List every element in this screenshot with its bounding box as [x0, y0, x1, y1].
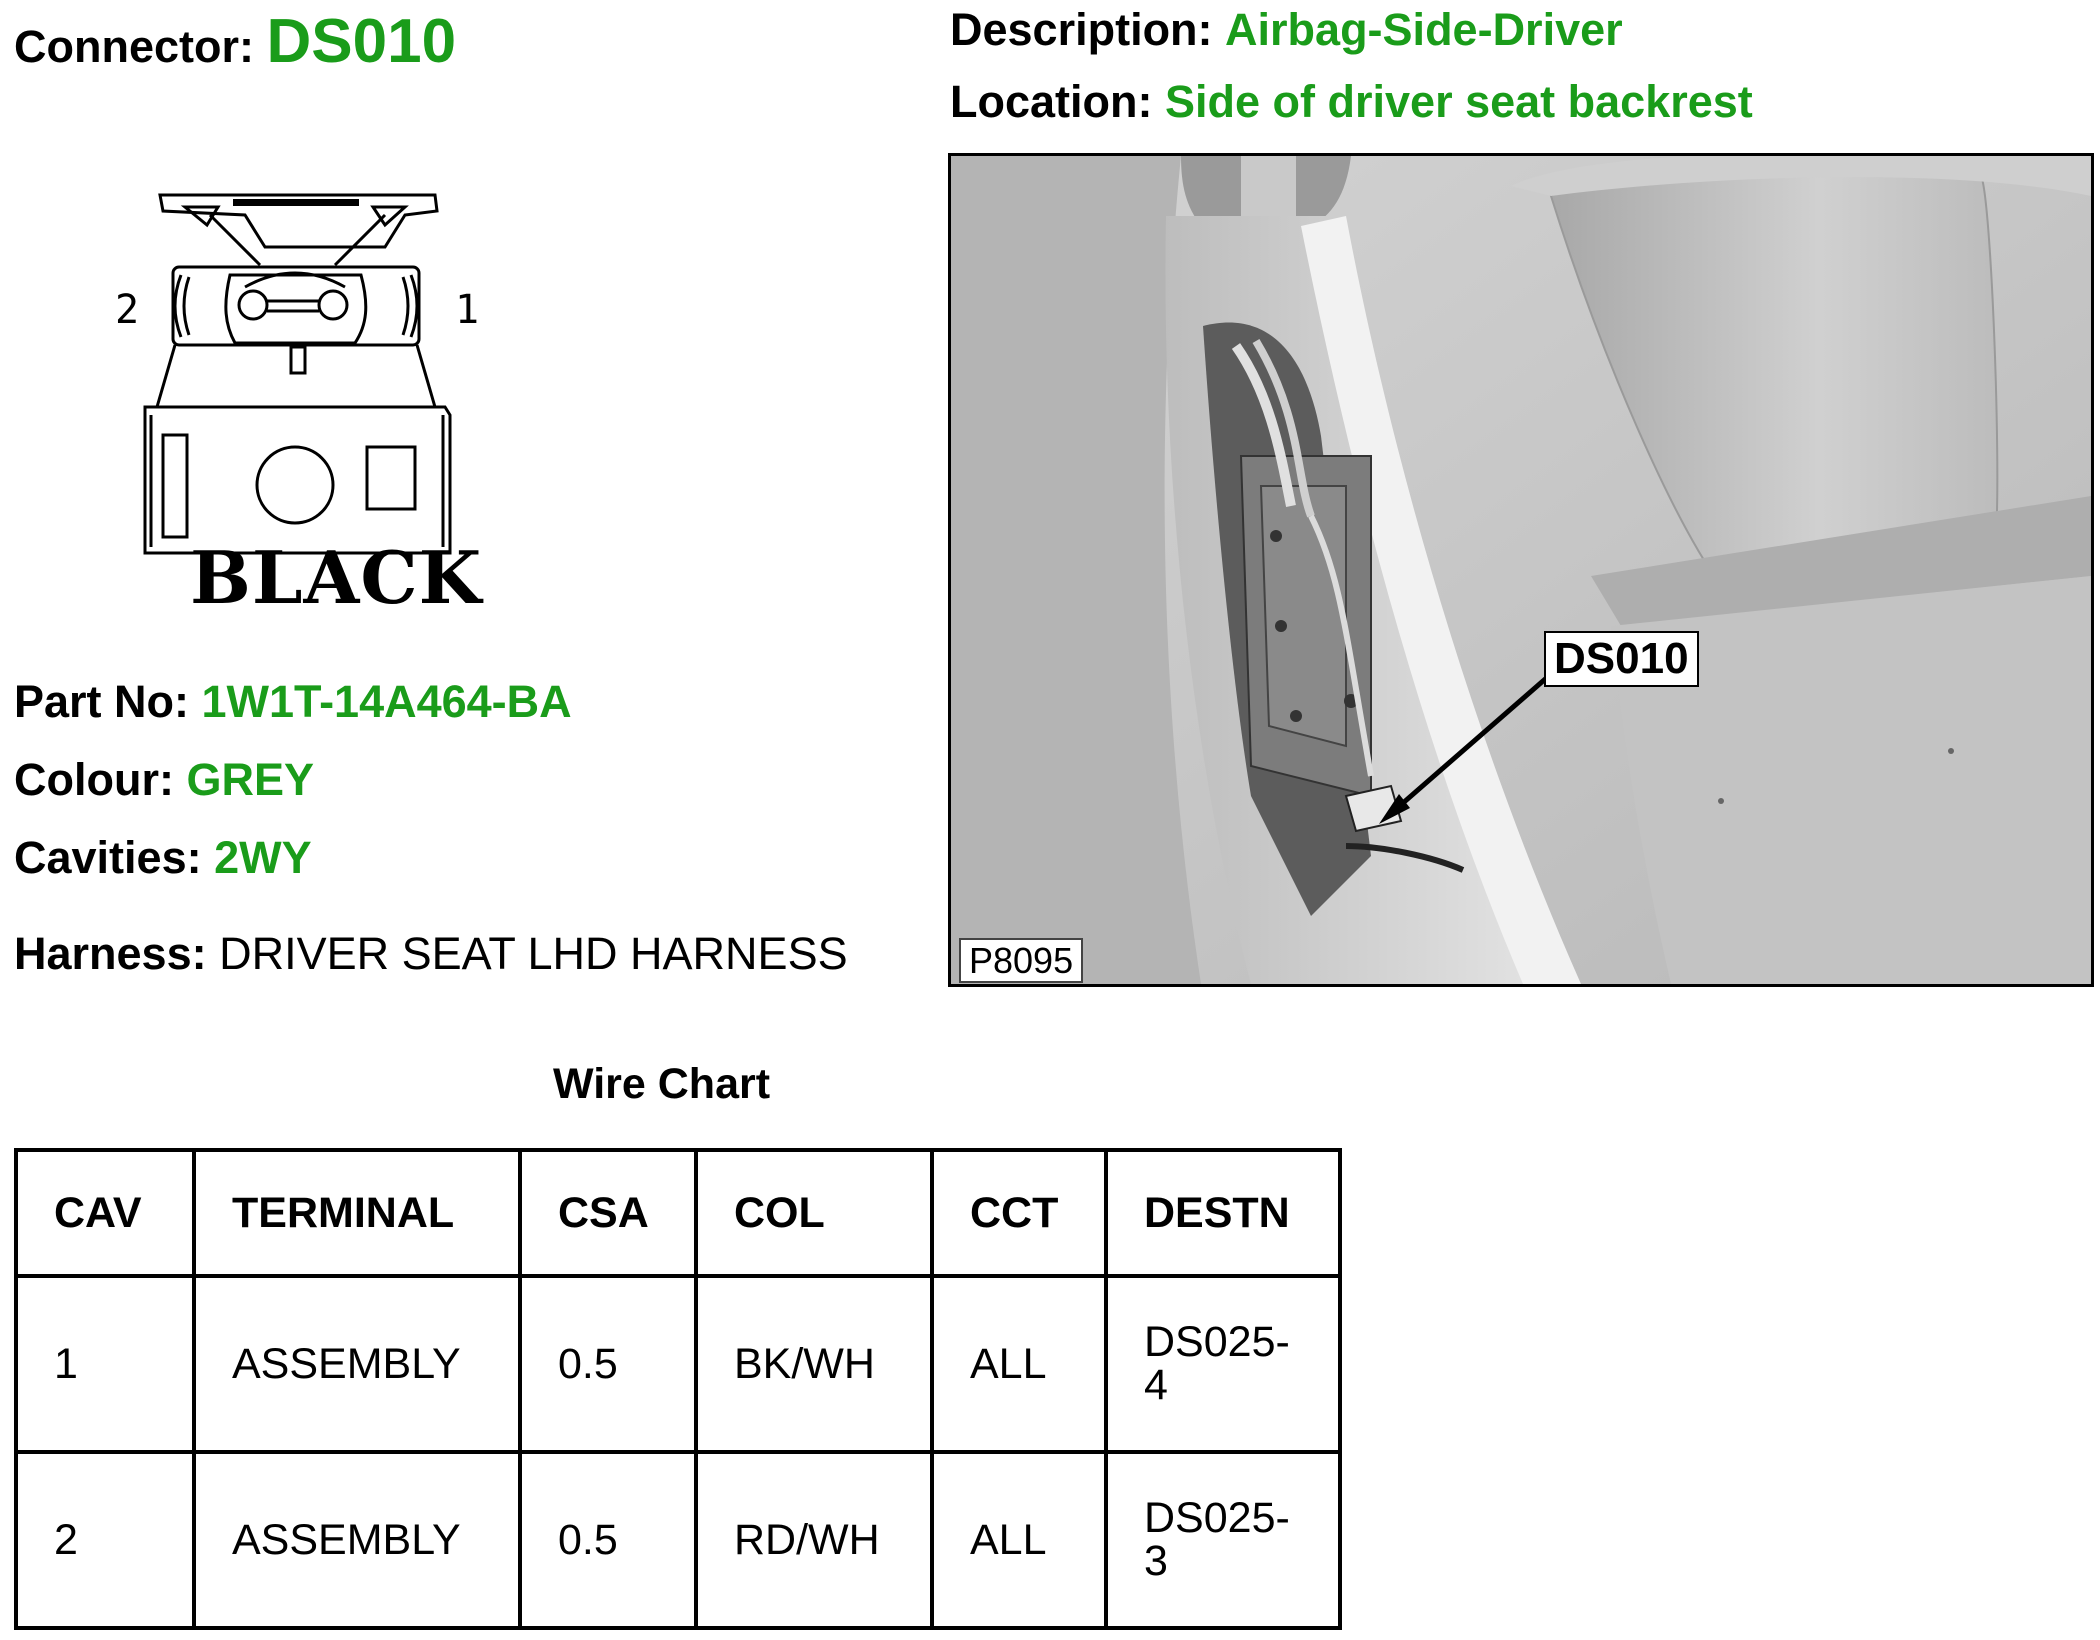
part-no-label: Part No: — [14, 676, 190, 727]
destn-line-2: 4 — [1144, 1361, 1168, 1409]
location-value: Side of driver seat backrest — [1165, 76, 1753, 127]
colour-value: GREY — [186, 754, 315, 805]
destn-line-1: DS025- — [1144, 1494, 1290, 1542]
cell-csa: 0.5 — [520, 1276, 696, 1452]
table-row — [16, 1276, 1340, 1452]
harness-value: DRIVER SEAT LHD HARNESS — [219, 928, 848, 979]
destn-line-1: DS025- — [1144, 1318, 1290, 1366]
column-header-csa: CSA — [520, 1150, 696, 1276]
cell-destn — [1106, 1276, 1340, 1452]
cell-cct: ALL — [932, 1452, 1106, 1628]
description-value: Airbag-Side-Driver — [1225, 4, 1623, 55]
wire-chart-title: Wire Chart — [553, 1060, 771, 1108]
cell-col: RD/WH — [696, 1452, 932, 1628]
location-field — [950, 76, 1753, 128]
colour-label: Colour: — [14, 754, 174, 805]
connector-label: Connector: — [14, 21, 254, 72]
cavity-label-1: 1 — [455, 287, 480, 333]
table-header-row — [16, 1150, 1340, 1276]
cavities-label: Cavities: — [14, 832, 202, 883]
harness-label: Harness: — [14, 928, 207, 979]
column-header-terminal: TERMINAL — [194, 1150, 520, 1276]
cell-terminal: ASSEMBLY — [194, 1276, 520, 1452]
column-header-destn: DESTN — [1106, 1150, 1340, 1276]
wire-chart-table — [14, 1148, 1342, 1630]
connector-value: DS010 — [266, 7, 457, 76]
colour-field — [14, 754, 314, 806]
cavities-field — [14, 832, 312, 884]
cell-cav: 2 — [16, 1452, 194, 1628]
seat-backrest-illustration — [951, 156, 2091, 984]
cell-cct: ALL — [932, 1276, 1106, 1452]
photo-reference-label: P8095 — [959, 938, 1083, 983]
column-header-cav: CAV — [16, 1150, 194, 1276]
connector-field — [14, 6, 456, 77]
harness-field — [14, 928, 848, 980]
cell-col: BK/WH — [696, 1276, 932, 1452]
part-no-value: 1W1T-14A464-BA — [201, 676, 572, 727]
housing-colour-label: BLACK — [190, 535, 483, 620]
photo-callout-label: DS010 — [1544, 631, 1699, 687]
description-label: Description: — [950, 4, 1213, 55]
location-label: Location: — [950, 76, 1153, 127]
location-photo — [948, 153, 2094, 987]
cell-terminal: ASSEMBLY — [194, 1452, 520, 1628]
cavities-value: 2WY — [214, 832, 312, 883]
part-no-field — [14, 676, 572, 728]
destn-line-2: 3 — [1144, 1537, 1168, 1585]
column-header-col: COL — [696, 1150, 932, 1276]
cell-destn — [1106, 1452, 1340, 1628]
column-header-cct: CCT — [932, 1150, 1106, 1276]
cavity-label-2: 2 — [115, 287, 140, 333]
cell-cav: 1 — [16, 1276, 194, 1452]
description-field — [950, 4, 1623, 56]
cell-csa: 0.5 — [520, 1452, 696, 1628]
table-row — [16, 1452, 1340, 1628]
